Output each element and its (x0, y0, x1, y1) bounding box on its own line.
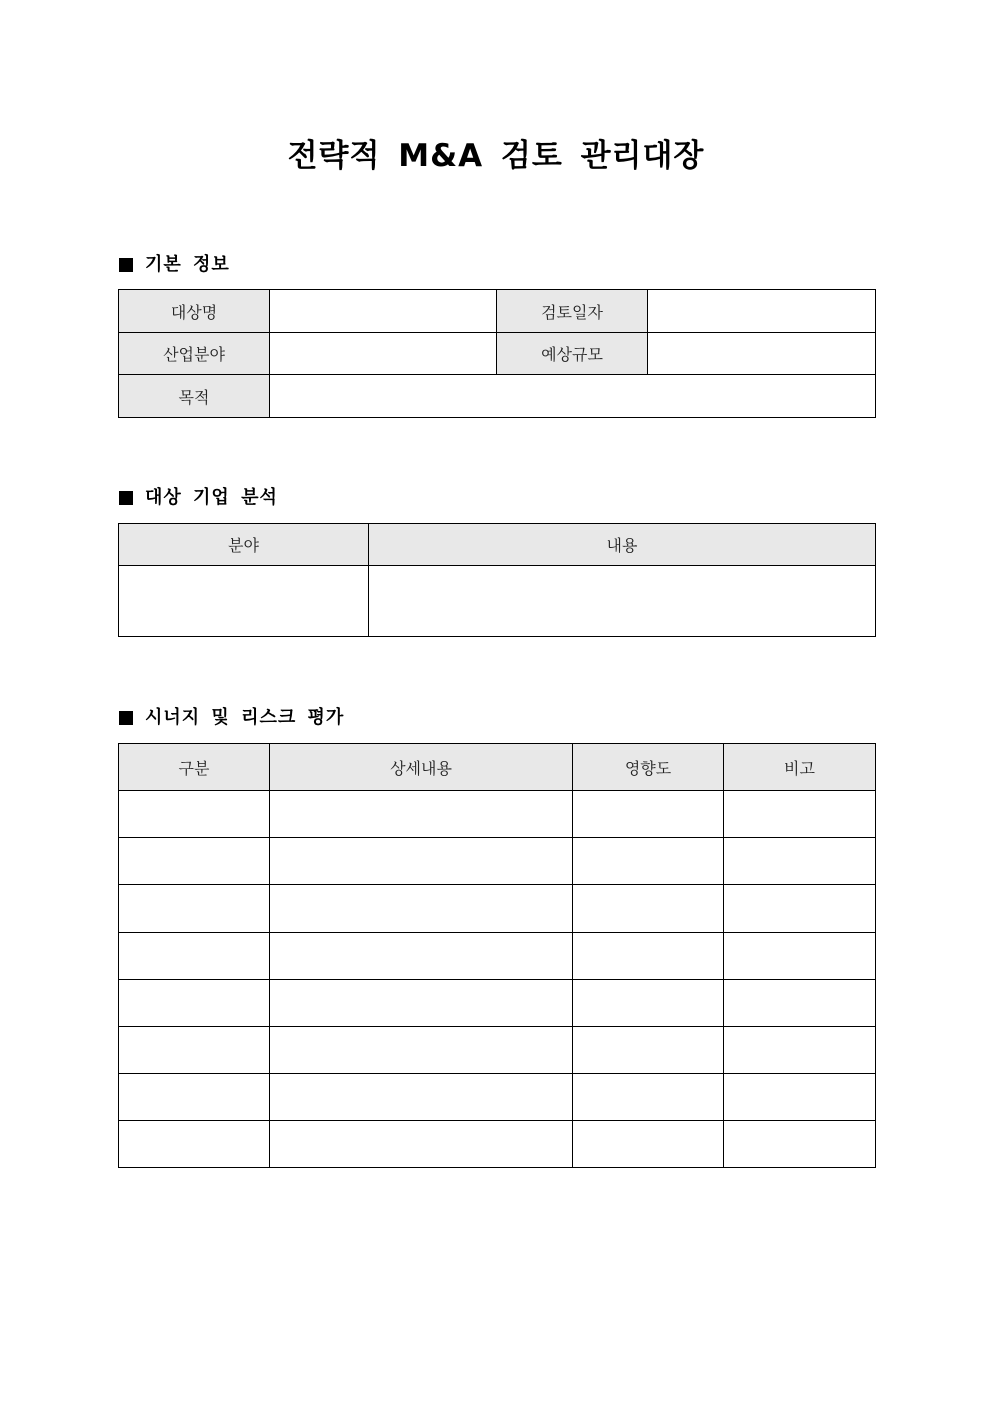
remarks-cell[interactable] (724, 1121, 876, 1168)
table-row (119, 933, 876, 980)
section-heading-basic-info (119, 253, 230, 277)
column-header-content: 내용 (369, 524, 876, 566)
remarks-cell[interactable] (724, 838, 876, 885)
column-header-category: 구분 (119, 744, 270, 791)
column-header-field: 분야 (119, 524, 369, 566)
review-date-label: 검토일자 (497, 290, 648, 333)
impact-cell[interactable] (573, 980, 724, 1027)
impact-cell[interactable] (573, 838, 724, 885)
remarks-cell[interactable] (724, 933, 876, 980)
category-cell[interactable] (119, 933, 270, 980)
column-header-remarks: 비고 (724, 744, 876, 791)
table-row (119, 566, 876, 637)
category-cell[interactable] (119, 980, 270, 1027)
table-row (119, 290, 876, 333)
remarks-cell[interactable] (724, 1074, 876, 1121)
details-cell[interactable] (270, 1027, 573, 1074)
category-cell[interactable] (119, 885, 270, 933)
square-bullet-icon (119, 258, 133, 272)
section-heading-label: 시너지 및 리스크 평가 (145, 707, 345, 728)
table-row (119, 1027, 876, 1074)
remarks-cell[interactable] (724, 885, 876, 933)
review-date-field[interactable] (648, 290, 876, 333)
target-name-field[interactable] (270, 290, 497, 333)
column-header-details: 상세내용 (270, 744, 573, 791)
square-bullet-icon (119, 711, 133, 725)
section-heading-company-analysis (119, 486, 278, 510)
details-cell[interactable] (270, 980, 573, 1027)
table-row (119, 375, 876, 418)
analysis-content-cell[interactable] (369, 566, 876, 637)
details-cell[interactable] (270, 933, 573, 980)
details-cell[interactable] (270, 885, 573, 933)
table-row (119, 838, 876, 885)
square-bullet-icon (119, 491, 133, 505)
impact-cell[interactable] (573, 885, 724, 933)
target-name-label: 대상명 (119, 290, 270, 333)
category-cell[interactable] (119, 1074, 270, 1121)
expected-scale-label: 예상규모 (497, 333, 648, 375)
column-header-impact: 영향도 (573, 744, 724, 791)
category-cell[interactable] (119, 1121, 270, 1168)
details-cell[interactable] (270, 791, 573, 838)
remarks-cell[interactable] (724, 1027, 876, 1074)
impact-cell[interactable] (573, 1074, 724, 1121)
analysis-field-cell[interactable] (119, 566, 369, 637)
synergy-risk-table (118, 743, 876, 1168)
details-cell[interactable] (270, 838, 573, 885)
section-heading-label: 기본 정보 (145, 254, 230, 275)
remarks-cell[interactable] (724, 791, 876, 838)
table-row (119, 1121, 876, 1168)
industry-label: 산업분야 (119, 333, 270, 375)
purpose-label: 목적 (119, 375, 270, 418)
table-row (119, 1074, 876, 1121)
impact-cell[interactable] (573, 1027, 724, 1074)
details-cell[interactable] (270, 1121, 573, 1168)
table-header-row (119, 524, 876, 566)
table-row (119, 980, 876, 1027)
section-heading-synergy-risk (119, 706, 344, 730)
company-analysis-table (118, 523, 876, 637)
category-cell[interactable] (119, 838, 270, 885)
table-header-row (119, 744, 876, 791)
table-row (119, 791, 876, 838)
section-heading-label: 대상 기업 분석 (145, 487, 278, 508)
remarks-cell[interactable] (724, 980, 876, 1027)
impact-cell[interactable] (573, 933, 724, 980)
impact-cell[interactable] (573, 791, 724, 838)
details-cell[interactable] (270, 1074, 573, 1121)
document-title: 전략적 M&A 검토 관리대장 (287, 138, 705, 174)
expected-scale-field[interactable] (648, 333, 876, 375)
category-cell[interactable] (119, 791, 270, 838)
table-row (119, 885, 876, 933)
table-row (119, 333, 876, 375)
impact-cell[interactable] (573, 1121, 724, 1168)
purpose-field[interactable] (270, 375, 876, 418)
basic-info-table (118, 289, 876, 418)
industry-field[interactable] (270, 333, 497, 375)
category-cell[interactable] (119, 1027, 270, 1074)
